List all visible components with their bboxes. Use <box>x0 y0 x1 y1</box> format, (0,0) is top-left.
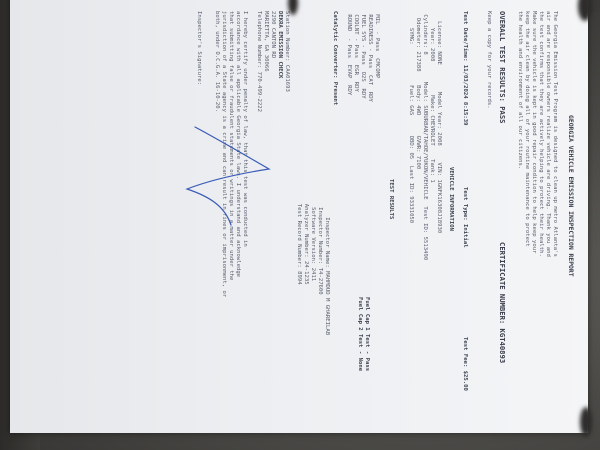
intro-line-4: Make sure the vehicle is kept in good repair condition to help keep your <box>531 11 537 254</box>
overall-result: OVERALL TEST RESULTS: PASS <box>498 11 507 124</box>
inspector-line: Inspector Number: T4-27600 <box>317 197 323 295</box>
test-result-line: FUEL SYS - Pass O2S RDY <box>360 11 366 99</box>
vehicle-info-line: Odometer: 217388 Body: 4WD GVWR: 7100 <box>415 11 421 170</box>
test-results-heading: TEST RESULTS <box>388 179 394 220</box>
test-result-line: ROUND - Pass EVAP RDY <box>346 11 352 96</box>
certification-line: accordance with all applicable Georgia State laws. I understand and acknowledge <box>235 11 241 278</box>
report-title: GEORGIA VEHICLE EMISSION INSPECTION REPORT <box>567 115 575 277</box>
station-line: Station Number: CAA01693 <box>284 11 290 92</box>
keep-copy-note: Keep a copy for your records. <box>486 11 492 109</box>
intro-line-5: keep the air clean by doing all of your routine maintenance to protect <box>524 11 530 247</box>
test-result-line: MIL - Pass CMCOMP <box>374 11 380 79</box>
intro-line-1: The Georgia Emission Test Program is designed to clean up metro Atlanta's <box>552 11 558 257</box>
station-line: Telephone Number: 770-499-2222 <box>256 11 262 113</box>
crease-mark <box>578 0 592 21</box>
catalytic-converter: Catalytic Converter: Present <box>332 11 338 106</box>
crease-mark <box>288 0 298 15</box>
certificate-number: CERTIFICATE NUMBER: KGT40893 <box>498 242 507 364</box>
station-line: 2290 CANTON RD <box>270 11 276 59</box>
vehicle-info-line: License: NONE Model Year: 2008 VIN: 1GNFK16308J18930 <box>436 11 442 234</box>
inspector-line: Inspector Name: MAHMOUD M GHAREILAB <box>324 197 330 336</box>
test-fee: Test Fee: $25.00 <box>462 337 468 391</box>
certification-line: I hereby certify under penalty of law, that this test was conducted in <box>242 11 248 247</box>
vehicle-info-line: SYMG: Fuel: GAS OBD: 05 Last ID: 93331050 <box>408 11 414 224</box>
inspector-line: Analyzer Number: 24-1235 <box>303 197 309 285</box>
test-result-line: READINESS - Pass CAT RDY <box>367 11 373 102</box>
test-datetime: Test Date/Time: 11/03/2024 8:15:39 <box>462 11 468 126</box>
certification-line: both, under O.C.G.A. 16-10-20. <box>214 11 220 113</box>
intro-line-6: the health and environment of all our citizens. <box>517 11 523 170</box>
intro-line-3: the test confirms that they are actively helping to protect their health. <box>538 11 544 257</box>
station-line: MARIETTA, GA 30066 <box>263 11 269 72</box>
inspector-line: Software Version: 2411 <box>310 197 316 282</box>
vehicle-info-line: Year: 2008 Make: CHEVROLET Tank: 1 <box>429 11 435 183</box>
station-line: DEKRA EMISSION CHECK <box>277 11 283 79</box>
intro-line-2: air and are responsible owners realize vehicle are driving. Thank you and <box>545 11 551 257</box>
handwritten-signature <box>173 107 283 257</box>
test-result-line: COOLNT - Pass EGR RDY <box>353 11 359 92</box>
fuel-cap-1-result: Fuel Cap 1 Test - Pass <box>364 297 370 372</box>
crease-mark <box>580 407 592 437</box>
certification-line: that submitting false or fraudulent statements or writings in a matter under the <box>228 11 234 281</box>
signature-label: Inspector's Signature: <box>196 11 202 86</box>
vehicle-info-heading: VEHICLE INFORMATION <box>448 167 454 231</box>
vehicle-info-line: Cylinders: 8 Model: SUBURBAN/TAHOE/YUKON/VEHICLE Test ID: 5513490 <box>422 11 428 261</box>
inspector-line: Test Record Number: 8994 <box>296 197 302 285</box>
certification-line: jurisdiction of a State agency is a crime and can result in fines or imprisonment, or <box>221 11 227 298</box>
emission-report-paper <box>10 0 588 433</box>
test-type: Test Type: Initial <box>462 187 468 248</box>
fuel-cap-2-result: Fuel Cap 2 Test - None <box>357 297 363 372</box>
